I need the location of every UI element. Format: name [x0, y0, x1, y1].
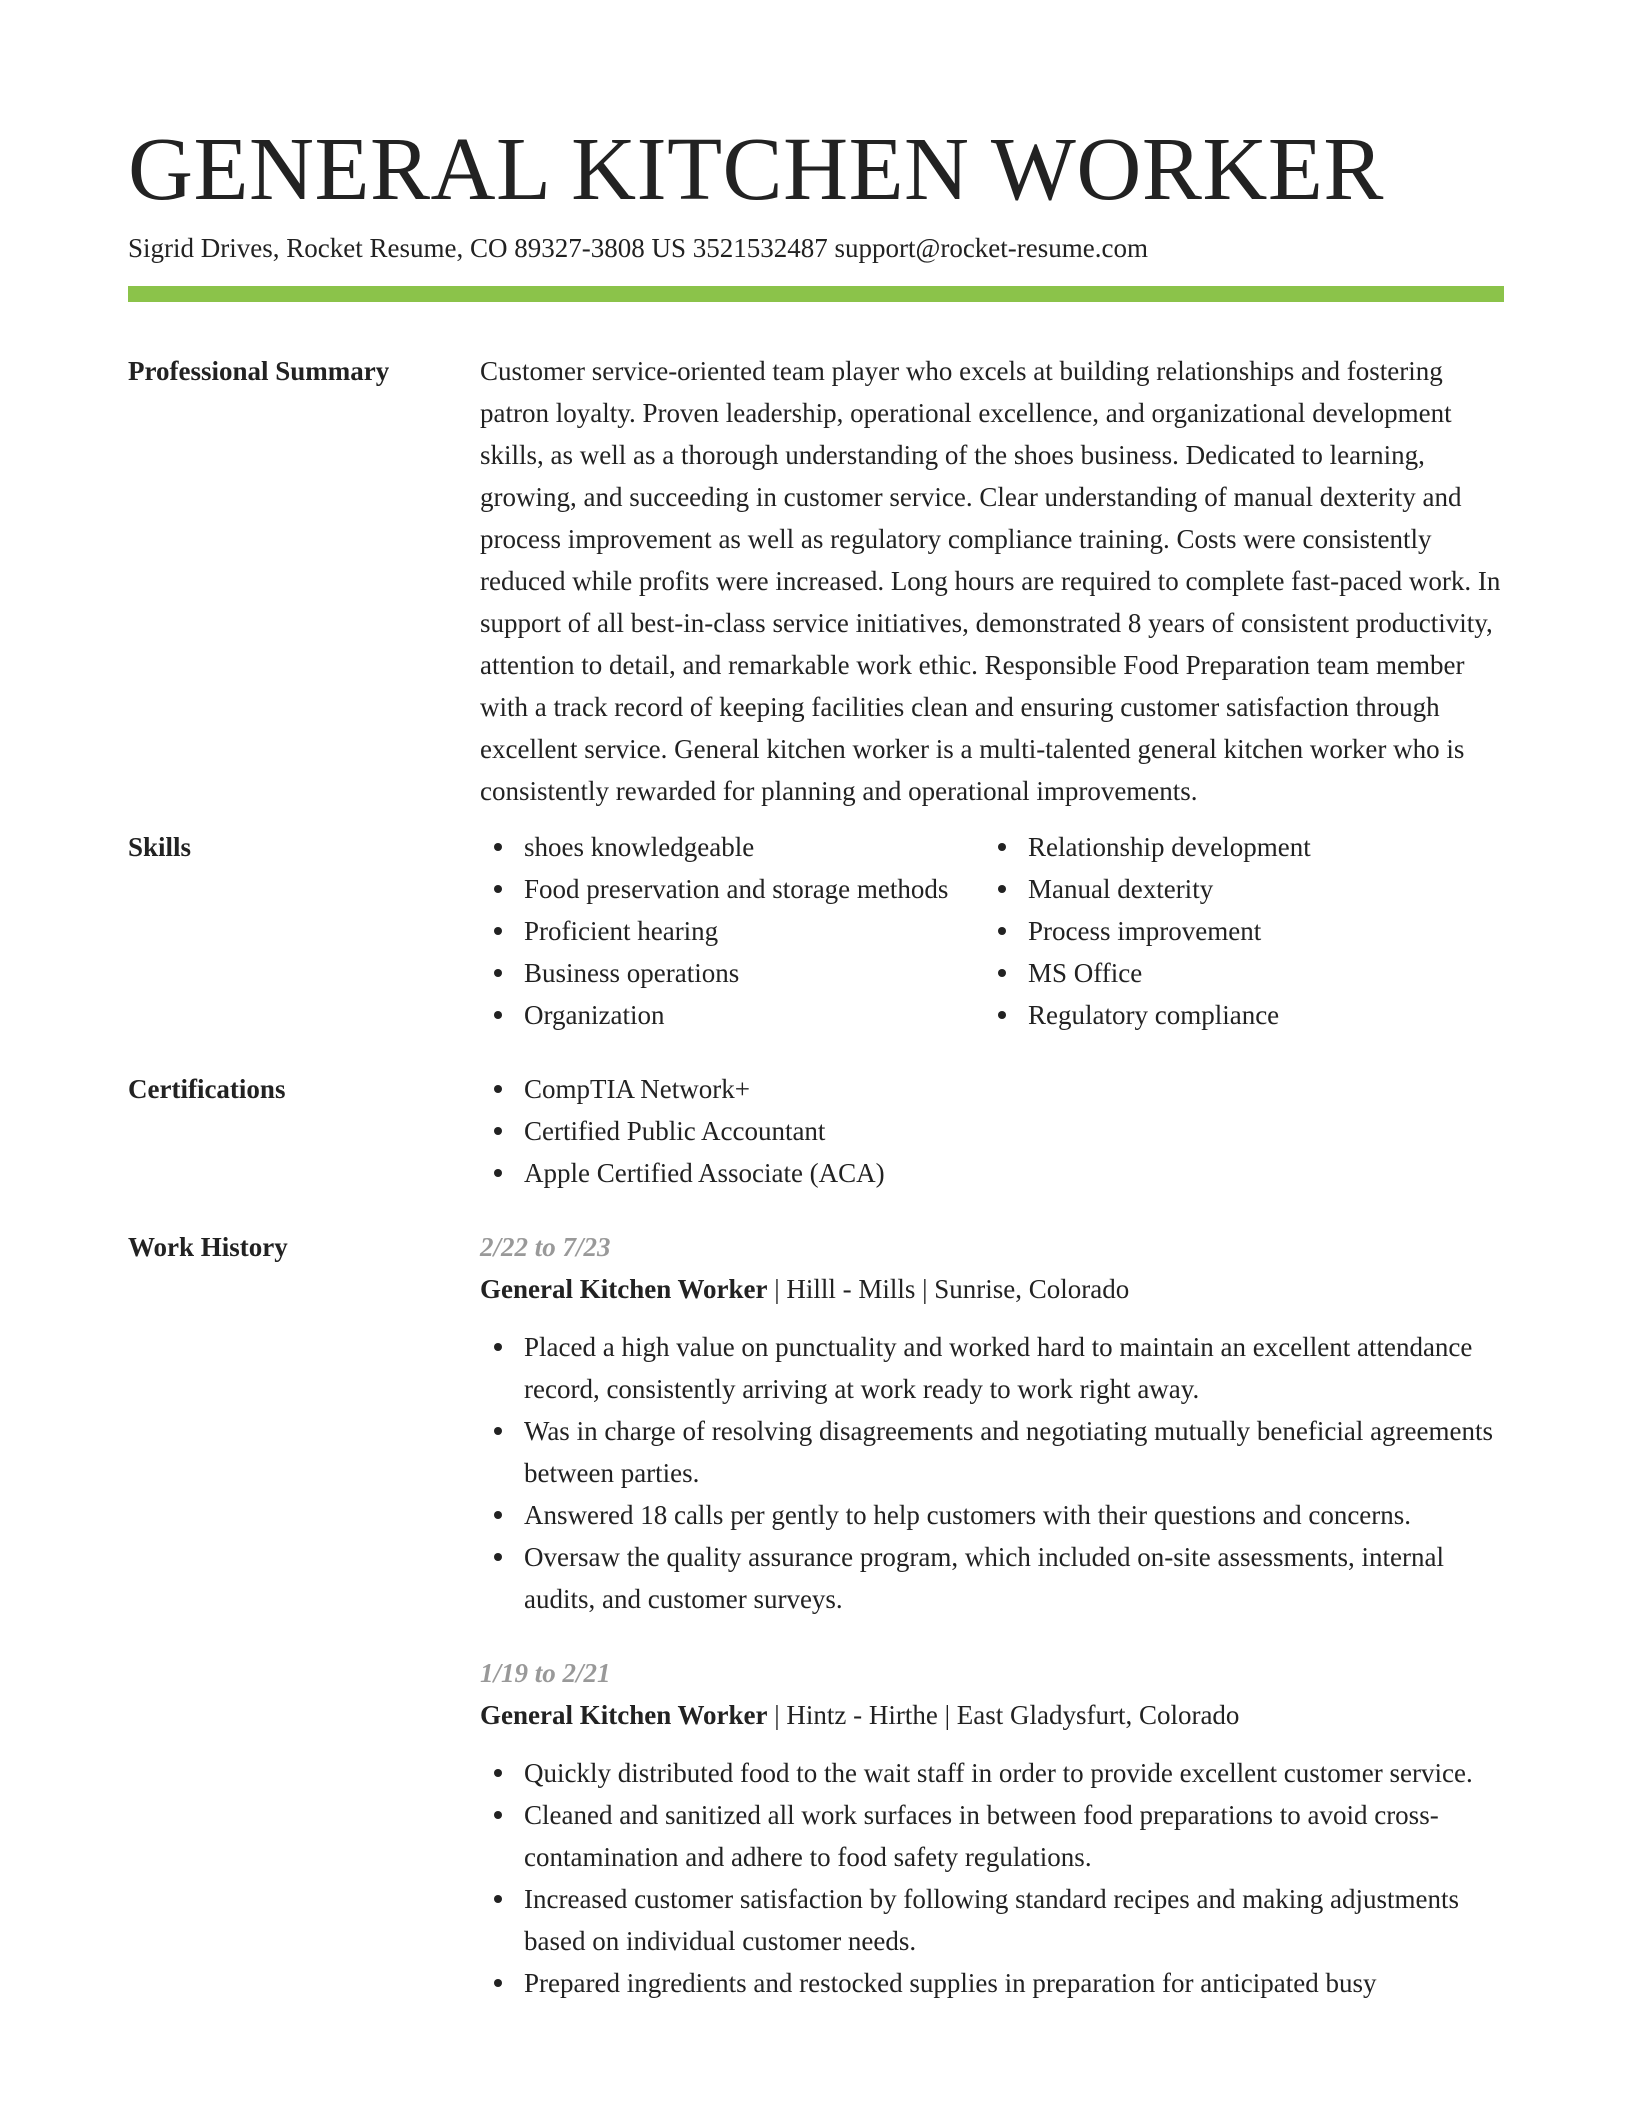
job-employer-location: | Hilll - Mills | Sunrise, Colorado	[767, 1274, 1130, 1304]
skill-item: Business operations	[480, 952, 984, 994]
job-dates: 2/22 to 7/23	[480, 1232, 611, 1262]
contact-line: Sigrid Drives, Rocket Resume, CO 89327-3808 US 3521532487 support@rocket-resume.com	[128, 233, 1148, 263]
job-bullet: Cleaned and sanitized all work surfaces in between food preparations to avoid cross-contamination and adhere to food safety regulations.	[480, 1794, 1504, 1878]
job-bullets	[480, 1752, 1504, 2004]
skill-item: Relationship development	[984, 826, 1504, 868]
section-label-summary: Professional Summary	[128, 356, 390, 386]
job-entry	[480, 1652, 1504, 2004]
skill-item: Regulatory compliance	[984, 994, 1504, 1036]
section-label-work-history: Work History	[128, 1232, 288, 1262]
job-bullet: Placed a high value on punctuality and worked hard to maintain an excellent attendance record, consistently arriving at work ready to work right away.	[480, 1326, 1504, 1410]
skills-list-left	[480, 826, 984, 1036]
skill-item: MS Office	[984, 952, 1504, 994]
section-label-skills: Skills	[128, 832, 192, 862]
job-dates: 1/19 to 2/21	[480, 1658, 611, 1688]
job-bullet: Was in charge of resolving disagreements and negotiating mutually beneficial agreements between parties.	[480, 1410, 1504, 1494]
skill-item: Manual dexterity	[984, 868, 1504, 910]
certifications-body	[480, 1068, 1504, 1194]
header-divider	[128, 286, 1504, 302]
skill-item: shoes knowledgeable	[480, 826, 984, 868]
skills-list-right	[984, 826, 1504, 1036]
job-title: General Kitchen Worker	[480, 1274, 768, 1304]
certification-item: Apple Certified Associate (ACA)	[480, 1152, 1504, 1194]
job-heading	[480, 1268, 1504, 1310]
skills-body	[480, 826, 1504, 1036]
summary-body	[480, 350, 1504, 812]
job-bullets	[480, 1326, 1504, 1620]
job-heading	[480, 1694, 1504, 1736]
job-bullet: Prepared ingredients and restocked supplies in preparation for anticipated busy	[480, 1962, 1504, 2004]
summary-text: Customer service-oriented team player who excels at building relationships and fostering patron loyalty. Proven leadership, operational excellence, and organizational development skills, as well as a thorough understanding of the shoes business. Dedicated to learning, growing, and succeeding in customer service. Clear understanding of manual dexterity and process improvement as well as regulatory compliance training. Costs were consistently reduced while profits were increased. Long hours are required to complete fast-paced work. In support of all best-in-class service initiatives, demonstrated 8 years of consistent productivity, attention to detail, and remarkable work ethic. Responsible Food Preparation team member with a track record of keeping facilities clean and ensuring customer satisfaction through excellent service. General kitchen worker is a multi-talented general kitchen worker who is consistently rewarded for planning and operational improvements.	[480, 356, 1501, 806]
certifications-list	[480, 1068, 1504, 1194]
summary-section	[128, 350, 1504, 812]
work-history-body	[480, 1226, 1504, 2036]
certification-item: CompTIA Network+	[480, 1068, 1504, 1110]
skill-item: Organization	[480, 994, 984, 1036]
resume-title: GENERAL KITCHEN WORKER	[128, 120, 1384, 219]
job-bullet: Quickly distributed food to the wait staff in order to provide excellent customer service.	[480, 1752, 1504, 1794]
job-title: General Kitchen Worker	[480, 1700, 768, 1730]
job-bullet: Increased customer satisfaction by following standard recipes and making adjustments based on individual customer needs.	[480, 1878, 1504, 1962]
job-entry	[480, 1226, 1504, 1620]
job-bullet: Answered 18 calls per gently to help customers with their questions and concerns.	[480, 1494, 1504, 1536]
skills-section	[128, 826, 1504, 1036]
skill-item: Proficient hearing	[480, 910, 984, 952]
resume-header	[128, 120, 1504, 266]
skill-item: Food preservation and storage methods	[480, 868, 984, 910]
certification-item: Certified Public Accountant	[480, 1110, 1504, 1152]
section-label-certifications: Certifications	[128, 1074, 286, 1104]
job-bullet: Oversaw the quality assurance program, which included on-site assessments, internal audits, and customer surveys.	[480, 1536, 1504, 1620]
work-history-section	[128, 1226, 1504, 2036]
certifications-section	[128, 1068, 1504, 1194]
resume-body	[128, 350, 1504, 2036]
job-employer-location: | Hintz - Hirthe | East Gladysfurt, Colorado	[767, 1700, 1240, 1730]
skill-item: Process improvement	[984, 910, 1504, 952]
